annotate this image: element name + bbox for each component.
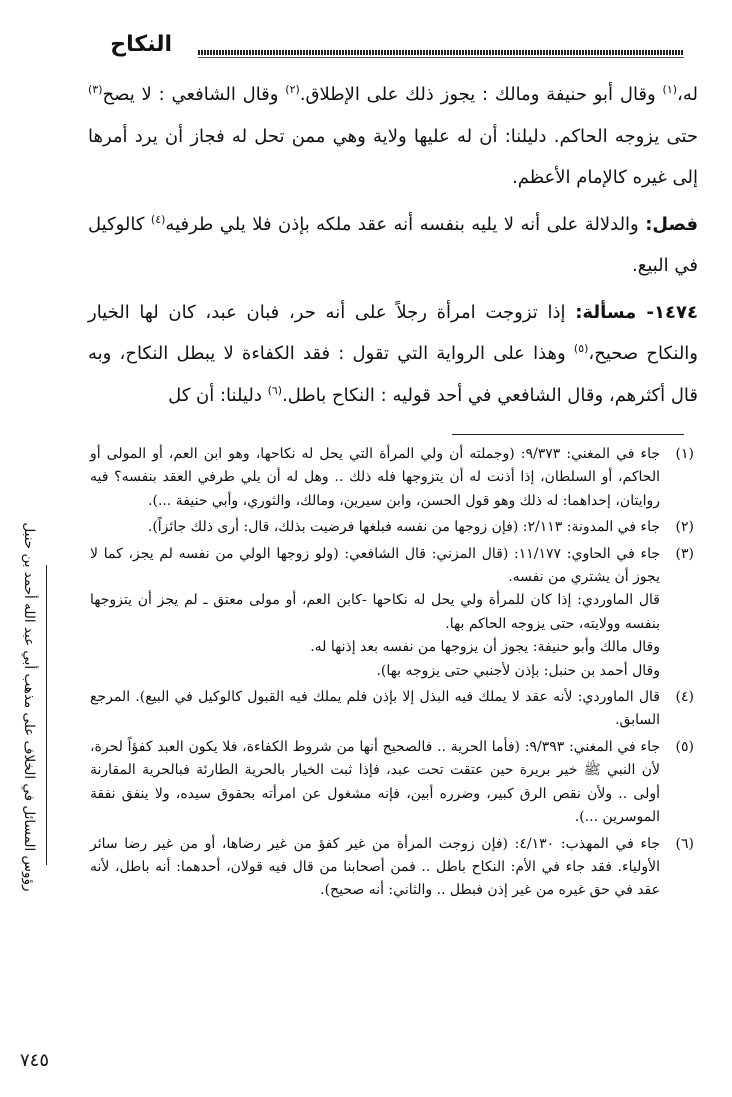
text-run: دليلنا: أن كل [168, 384, 268, 406]
text-run: وهذا على الرواية التي تقول : فقد الكفاءة لا يبطل النكاح، وبه قال أكثرهم، وقال الشافعي في أحد قوليه : النكاح باطل. [88, 343, 698, 406]
side-rule [46, 565, 47, 865]
section-label: فصل: [645, 213, 698, 235]
footnote-text: وقال مالك وأبو حنيفة: يجوز أن يزوجها من نفسه بعد إذنها له. [310, 639, 660, 656]
footnote [90, 833, 694, 903]
footnote-text: قال الماوردي: لأنه عقد لا يملك فيه البذل إلا بإذن فلم يملك فيه القبول كالوكيل في البيع). المرجع السابق. [90, 689, 660, 729]
footnote-number: (٤) [675, 689, 694, 706]
main-text [88, 74, 698, 416]
footnote-separator [452, 434, 684, 435]
text-run: كالوكيل في البيع. [88, 213, 698, 276]
footnote-number: (٢) [675, 519, 694, 536]
text-run: وقال أبو حنيفة ومالك : يجوز ذلك على الإطلاق. [299, 84, 663, 105]
paragraph-1 [88, 74, 698, 199]
footnote-ref: (١) [662, 83, 678, 96]
text-run: حتى يزوجه الحاكم. دليلنا: أن له عليها ولاية وهي ممن تحل له فجاز أن يرد أمرها إلى غيره كالإمام الأعظم. [88, 125, 698, 188]
footnote [90, 736, 694, 830]
footnote [90, 516, 694, 539]
footnote [90, 543, 694, 683]
footnote-number: (٦) [675, 835, 694, 852]
footnote [90, 443, 694, 513]
text-run: إذا تزوجت امرأة رجلاً على أنه حر، فبان عبد، كان لها الخيار والنكاح صحيح، [88, 301, 698, 364]
footnote-text: جاء في المغني: ٩/٣٩٣: (فأما الحرية .. فالصحيح أنها من شروط الكفاءة، فلا يكون العبد كفؤاً لحرة، لأن النبي ﷺ خير بريرة حين عتقت تحت عبد، فإذا ثبت الخيار بالحرية الطارئة فبالحرية المقارنة أولى .. ولأن نقص الرق كبير، وضرره أبين، فإنه مشغول عن امرأته بحقوق سيده، ولا ينفق نفقة الموسرين ...). [90, 738, 660, 826]
footnote [90, 686, 694, 733]
paragraph-fasl [88, 204, 698, 287]
footnote-text: قال الماوردي: إذا كان للمرأة ولي يحل له نكاحها -كابن العم، أو مولى معتق ـ لم يجز أن يتزوجها بنفسه وولايته، حتى يزوجه الحاكم بها. [90, 592, 660, 632]
header-rule [198, 50, 684, 55]
footnote-text: جاء في المدونة: ٢/١١٣: (فإن زوجها من نفسه فبلغها فرضيت بذلك، قال: أرى ذلك جائزاً). [147, 519, 660, 536]
text-run: له، [677, 84, 698, 105]
footnote-text: وقال أحمد بن حنبل: بإذن لأجنبي حتى يزوجه بها). [376, 662, 660, 679]
footnote-text: جاء في المغني: ٩/٣٧٣: (وجملته أن ولي المرأة التي يحل له نكاحها، وهو ابن العم، أو المولى أو الحاكم، أو السلطان، إذا أذنت له أن يتزوجها فله ذلك .. وهل له أن يلي طرفي العقد بنفسه؟ فيه روايتان، إحداهما: له ذلك وهو قول الحسن، وابن سيرين، ومالك، والثوري، وأبي حنيفة ...). [90, 446, 660, 509]
footnote-number: (٣) [675, 545, 694, 562]
header-rule-thin [198, 57, 684, 58]
footnote-number: (٥) [675, 738, 694, 755]
footnote-ref: (٤) [150, 212, 166, 226]
footnotes [90, 443, 694, 903]
footnote-number: (١) [675, 446, 694, 462]
text-run: والدلالة على أنه لا يليه بنفسه أنه عقد ملكه بإذن فلا يلي طرفيه [165, 213, 646, 235]
running-title: النكاح [110, 32, 172, 57]
paragraph-masala [88, 292, 698, 417]
page-number: ٧٤٥ [20, 1050, 50, 1071]
issue-label: ١٤٧٤- مسألة: [575, 301, 698, 323]
side-book-title-text: رؤوس المسائل في الخلاف على مذهب أبي عبد الله أحمد بن حنبل [21, 522, 37, 892]
footnote-text: جاء في المهذب: ٤/١٣٠: (فإن زوجت المرأة من غير كفؤ من غير رضاها، أو من غير رضا سائر الأولياء. فقد جاء في الأم: النكاح باطل .. فمن أصحابنا من قال فيه قولان، أحدهما: أنه باطل، لأنه عقد في حق غيره من غير إذن فبطل .. والثاني: أنه صحيح). [90, 835, 660, 899]
footnote-ref: (٣) [88, 83, 103, 96]
footnote-text: جاء في الحاوي: ١١/١٧٧: (قال المزني: قال الشافعي: (ولو زوجها الولي من نفسه لم يجز، كما لا يجوز أن يشتري من نفسه. [90, 545, 661, 586]
footnote-ref: (٢) [285, 83, 300, 96]
text-run: وقال الشافعي : لا يصح [102, 84, 286, 105]
footnote-ref: (٥) [573, 342, 589, 355]
footnote-ref: (٦) [267, 383, 283, 397]
